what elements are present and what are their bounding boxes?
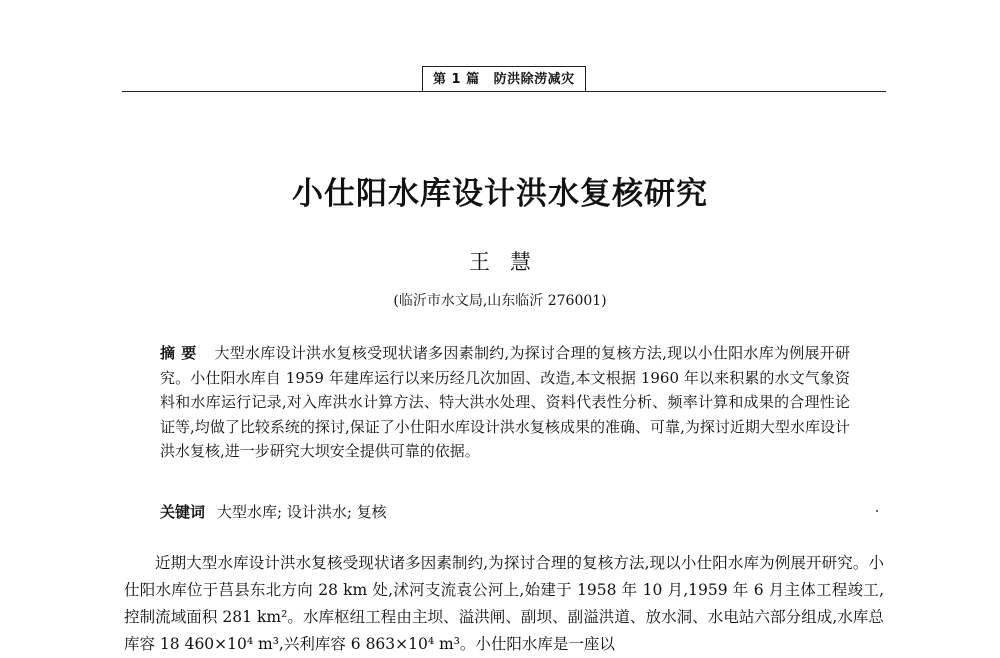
header-rule xyxy=(122,91,886,92)
running-head-part: 第 1 篇 xyxy=(433,72,480,87)
running-head-section: 防洪除涝减灾 xyxy=(493,72,575,87)
abstract xyxy=(160,341,850,464)
scan-speck xyxy=(876,510,878,512)
keywords xyxy=(160,500,850,524)
keywords-text: 大型水库; 设计洪水; 复核 xyxy=(217,503,387,521)
abstract-label: 摘要 xyxy=(160,344,203,362)
author-affiliation: (临沂市水文局,山东临沂 276001) xyxy=(393,293,607,309)
abstract-text: 大型水库设计洪水复核受现状诸多因素制约,为探讨合理的复核方法,现以小仕阳水库为例展开研究。小仕阳水库自 1959 年建库运行以来历经几次加固、改造,本文根据 1960 年以来积累的水文气象资料和水库运行记录,对入库洪水计算方法、特大洪水处理、资料代表性分析、频率计算和成果的合理性论证等,均做了比较系统的探讨,保证了小仕阳水库设计洪水复核成果的准确、可靠,为探讨近期大型水库设计洪水复核,进一步研究大坝安全提供可靠的依据。 xyxy=(160,344,850,461)
running-head xyxy=(422,66,586,92)
author-name: 王慧 xyxy=(469,250,551,274)
paper-title: 小仕阳水库设计洪水复核研究 xyxy=(292,176,708,212)
body-paragraph: 近期大型水库设计洪水复核受现状诸多因素制约,为探讨合理的复核方法,现以小仕阳水库为例展开研究。小仕阳水库位于莒县东北方向 28 km 处,沭河支流袁公河上,始建于 1958 年 10 月,1959 年 6 月主体工程竣工,控制流域面积 281 km²。水库枢纽工程由主坝、溢洪闸、副坝、副溢洪道、放水洞、水电站六部分组成,水库总库容 18 460×10⁴ m³,兴利库容 6 863×10⁴ m³。小仕阳水库是一座以 xyxy=(124,554,884,653)
body-text xyxy=(124,550,884,658)
keywords-label: 关键词 xyxy=(160,503,206,521)
